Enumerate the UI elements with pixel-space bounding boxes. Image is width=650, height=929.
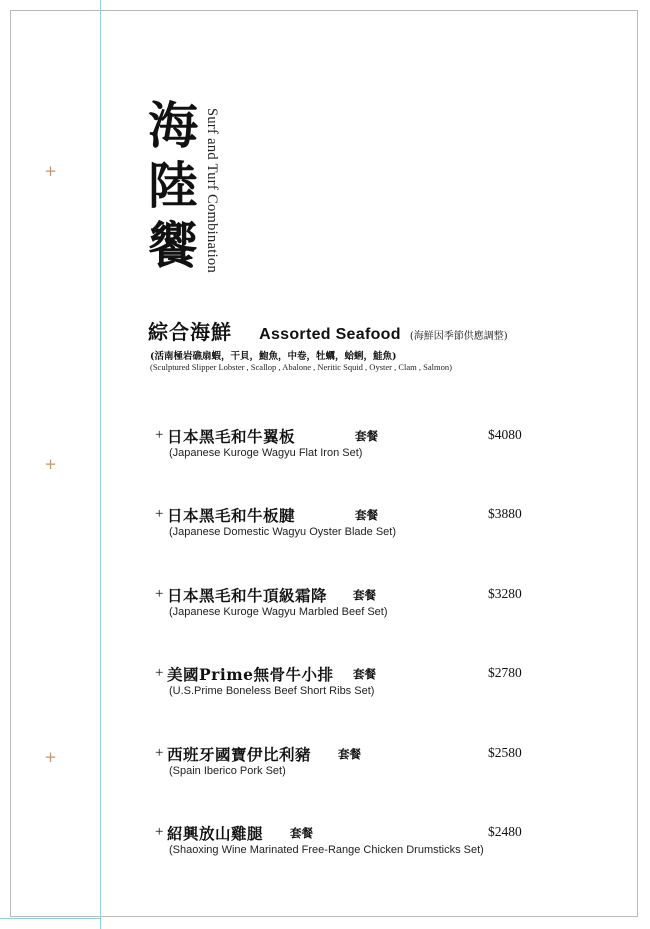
item-name-zh: 日本黑毛和牛翼板 (167, 427, 296, 446)
item-name-en: (U.S.Prime Boneless Beef Short Ribs Set) (169, 685, 375, 697)
item-name-en: (Japanese Kuroge Wagyu Flat Iron Set) (169, 447, 363, 459)
plus-icon: + (155, 824, 164, 840)
menu-item (155, 425, 535, 465)
guide-line-vertical (100, 0, 101, 929)
section-note: (海鮮因季節供應調整) (409, 331, 508, 342)
calligraphy-char: 饗 (148, 216, 198, 275)
section-name-zh: 綜合海鮮 (148, 320, 232, 344)
item-price: $2580 (488, 745, 522, 760)
item-name-en: (Japanese Kuroge Wagyu Marbled Beef Set) (169, 606, 388, 618)
section-contents-zh: (活南極岩礁扇蝦，干貝，鮑魚，中卷，牡蠣，蛤蜊，鮭魚) (150, 351, 397, 362)
plus-icon: + (155, 506, 164, 522)
plus-icon: + (155, 427, 164, 443)
menu-item (155, 663, 535, 703)
item-name-zh: 美國Prime無骨牛小排 (167, 665, 334, 684)
section-contents-en: (Sculptured Slipper Lobster , Scallop , Abalone , Neritic Squid , Oyster , Clam , Salmon) (150, 362, 452, 372)
plus-icon: + (155, 665, 164, 681)
section-heading (148, 316, 508, 345)
menu-item (155, 504, 535, 544)
calligraphy-char: 海 (148, 96, 198, 155)
item-name-zh: 日本黑毛和牛頂級霜降 (167, 586, 328, 605)
item-set-label: 套餐 (290, 826, 313, 840)
item-price: $3280 (488, 586, 522, 601)
crop-mark-icon: + (44, 162, 57, 180)
item-set-label: 套餐 (338, 747, 361, 761)
item-name-en: (Japanese Domestic Wagyu Oyster Blade Set) (169, 526, 397, 538)
item-name-en: (Shaoxing Wine Marinated Free-Range Chicken Drumsticks Set) (169, 844, 484, 856)
crop-mark-icon: + (44, 748, 57, 766)
plus-icon: + (155, 586, 164, 602)
item-set-label: 套餐 (355, 508, 378, 522)
menu-item (155, 584, 535, 624)
calligraphy-char: 陸 (148, 156, 198, 215)
item-name-en: (Spain Iberico Pork Set) (169, 765, 286, 777)
item-set-label: 套餐 (355, 429, 378, 443)
item-price: $3880 (488, 506, 522, 521)
section-name-en: Assorted Seafood (259, 326, 401, 343)
item-price: $2780 (488, 665, 522, 680)
item-set-label: 套餐 (353, 588, 376, 602)
item-price: $2480 (488, 824, 522, 839)
item-price: $4080 (488, 427, 522, 442)
calligraphy-title (148, 96, 202, 276)
item-name-zh: 日本黑毛和牛板腱 (167, 506, 296, 525)
menu-item (155, 743, 535, 783)
item-set-label: 套餐 (353, 667, 376, 681)
title-english: Surf and Turf Combination (204, 108, 220, 273)
item-name-zh: 西班牙國寶伊比利豬 (167, 745, 312, 764)
item-name-zh: 紹興放山雞腿 (167, 824, 264, 843)
menu-item (155, 822, 535, 862)
crop-mark-icon: + (44, 455, 57, 473)
plus-icon: + (155, 745, 164, 761)
guide-line-horizontal (0, 918, 100, 919)
